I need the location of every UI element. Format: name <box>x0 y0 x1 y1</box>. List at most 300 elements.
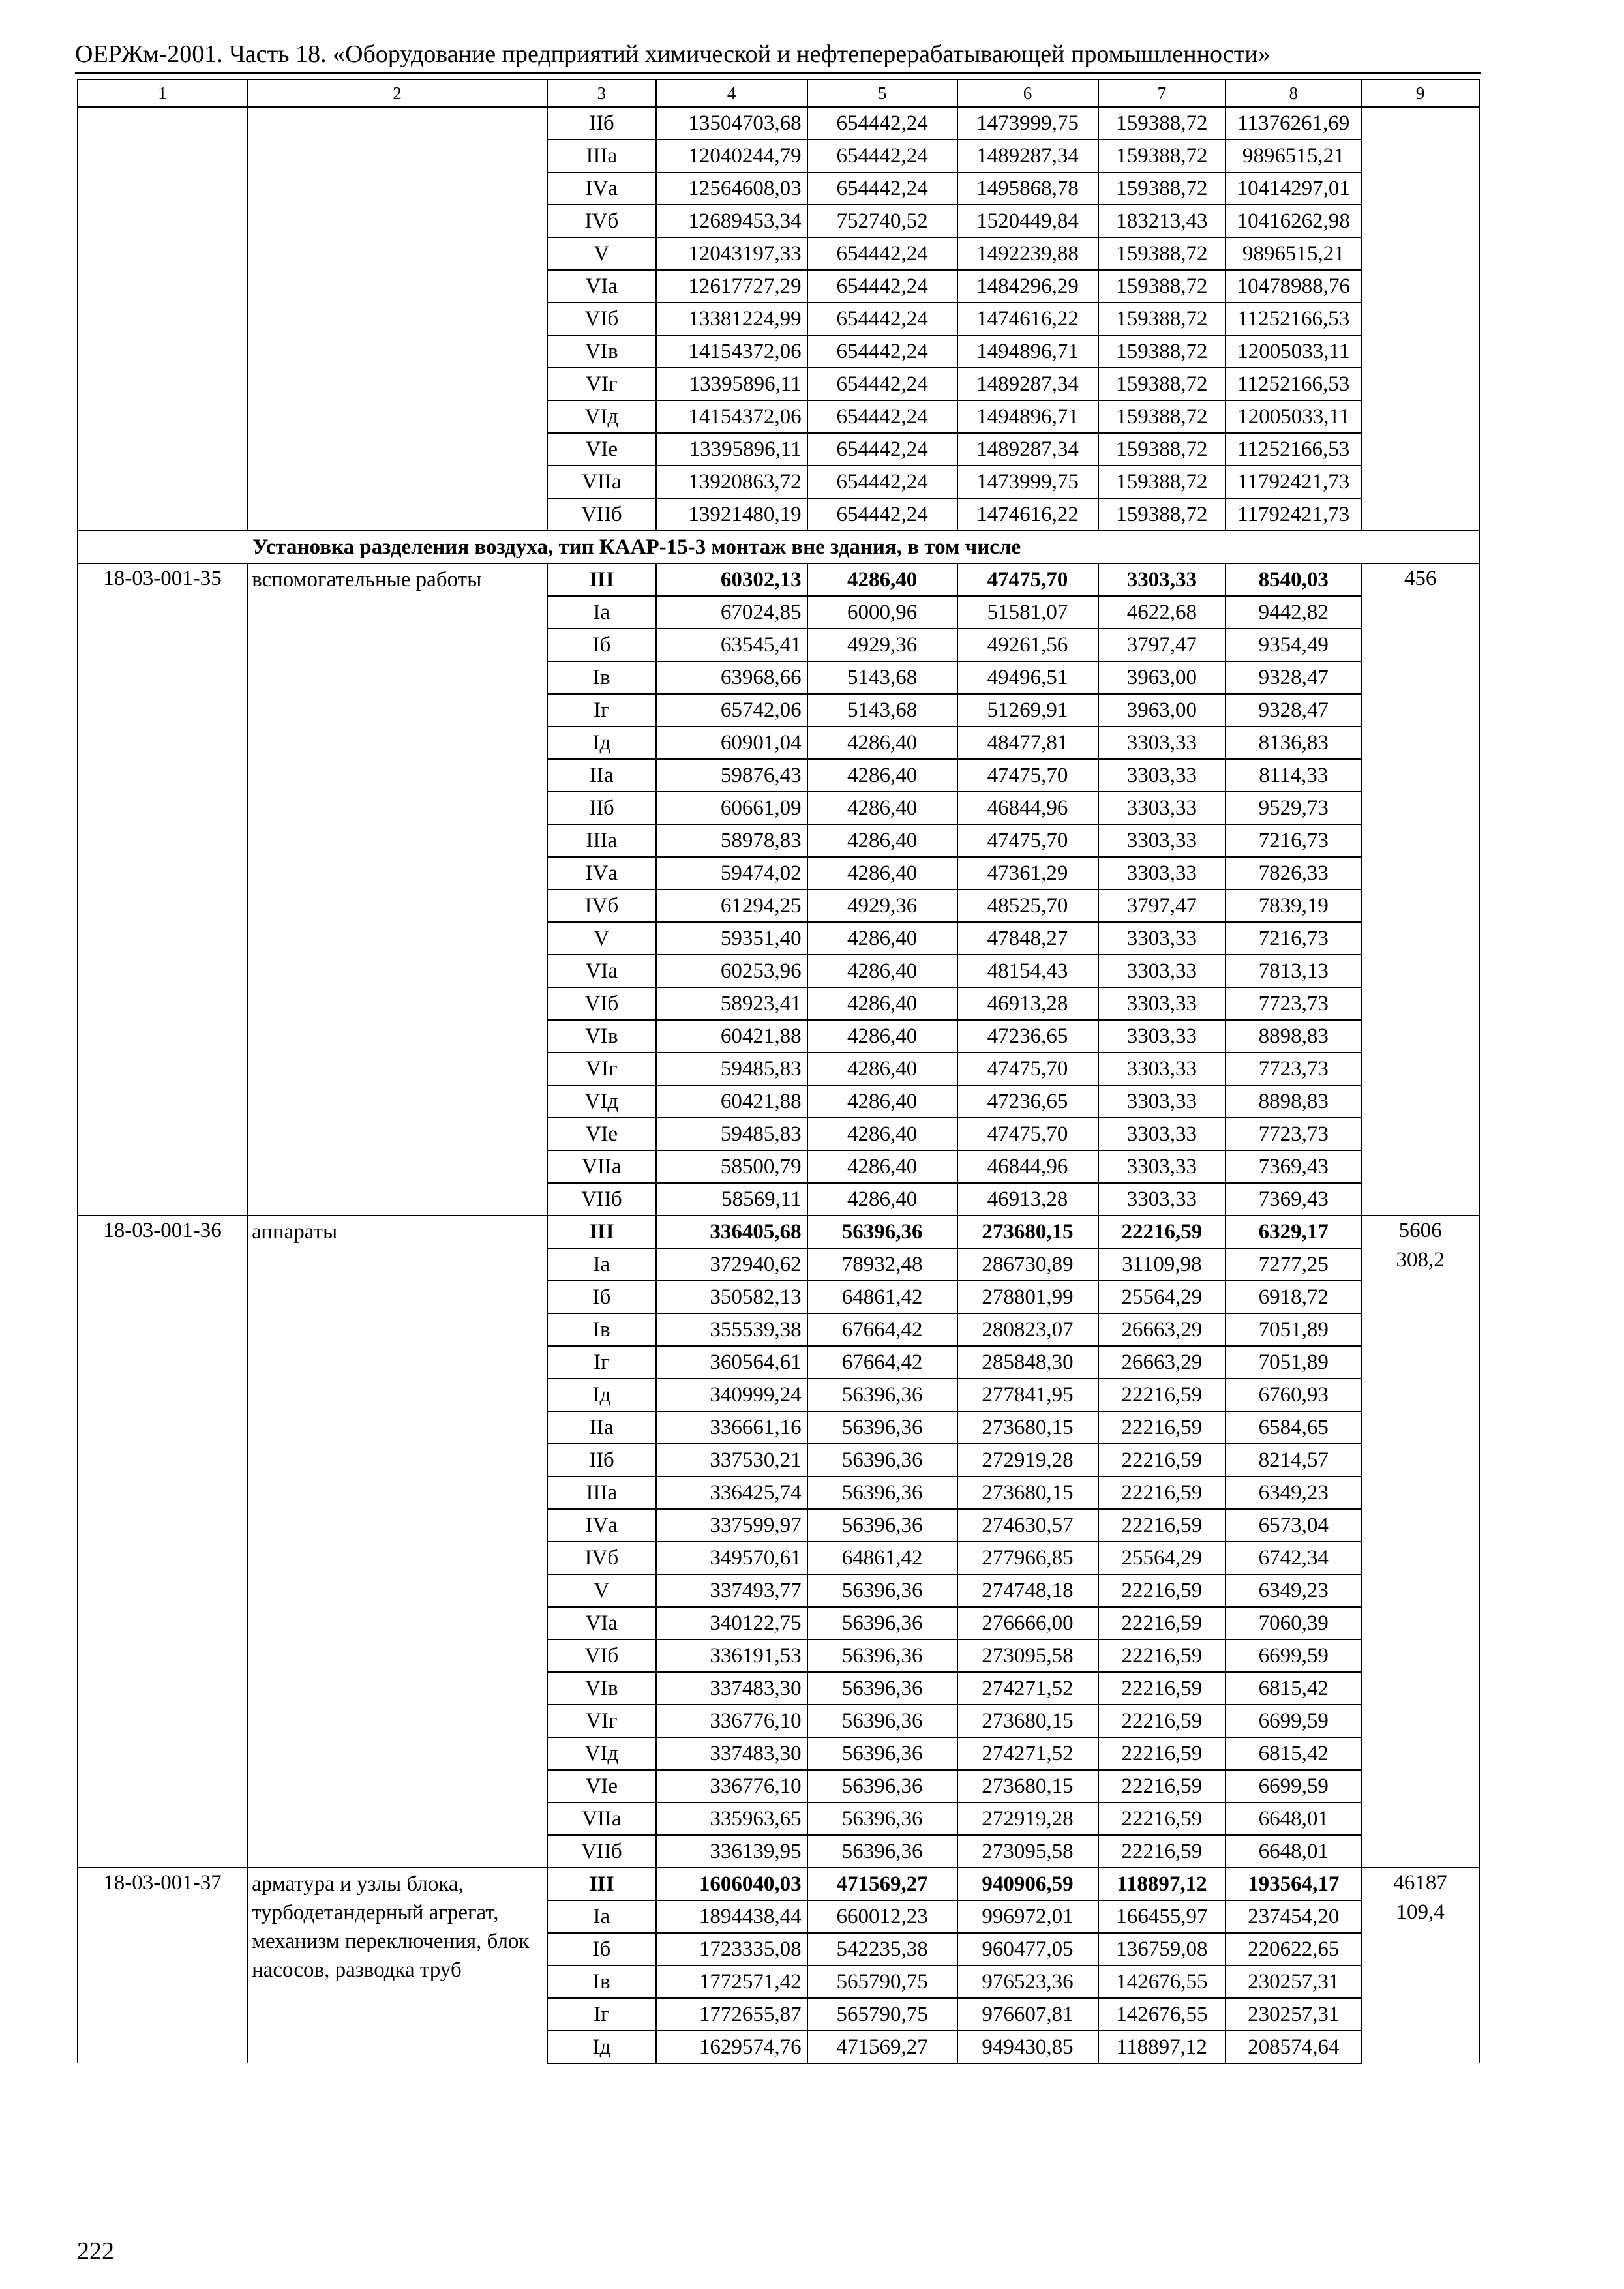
name-cell <box>247 107 547 531</box>
value-cell: 159388,72 <box>1098 107 1226 140</box>
zone-cell: VIIб <box>547 1835 656 1868</box>
value-cell: 208574,64 <box>1226 2031 1361 2063</box>
value-cell: 274630,57 <box>957 1509 1098 1542</box>
value-cell: 7369,43 <box>1226 1183 1361 1216</box>
value-cell: 58923,41 <box>656 987 807 1020</box>
value-cell: 4286,40 <box>807 1020 957 1053</box>
table-row <box>78 107 1479 140</box>
value-cell: 3963,00 <box>1098 694 1226 726</box>
value-cell: 274271,52 <box>957 1737 1098 1770</box>
value-cell: 118897,12 <box>1098 2031 1226 2063</box>
value-cell: 25564,29 <box>1098 1542 1226 1574</box>
position-name: арматура и узлы блока, турбодетандерный агрегат, механизм переключения, блок насосов, разводка труб <box>247 1868 547 2063</box>
value-cell: 14154372,06 <box>656 335 807 368</box>
zone-cell: IVб <box>547 205 656 237</box>
value-cell: 118897,12 <box>1098 1868 1226 1900</box>
value-cell: 26663,29 <box>1098 1313 1226 1346</box>
zone-cell: Iд <box>547 2031 656 2063</box>
value-cell: 10414297,01 <box>1226 172 1361 205</box>
value-cell: 7723,73 <box>1226 987 1361 1020</box>
value-cell: 64861,42 <box>807 1281 957 1313</box>
value-cell: 56396,36 <box>807 1705 957 1737</box>
col9-cell <box>1361 1868 1479 2063</box>
value-cell: 9354,49 <box>1226 629 1361 661</box>
value-cell: 1894438,44 <box>656 1900 807 1933</box>
value-cell: 349570,61 <box>656 1542 807 1574</box>
value-cell: 47236,65 <box>957 1020 1098 1053</box>
value-cell: 6760,93 <box>1226 1379 1361 1411</box>
value-cell: 46844,96 <box>957 1150 1098 1183</box>
value-cell: 6000,96 <box>807 596 957 629</box>
value-cell: 12005033,11 <box>1226 335 1361 368</box>
zone-cell: Iг <box>547 694 656 726</box>
value-cell: 654442,24 <box>807 270 957 303</box>
table-body <box>78 80 1479 2063</box>
value-cell: 230257,31 <box>1226 1998 1361 2031</box>
value-cell: 3303,33 <box>1098 824 1226 857</box>
value-cell: 56396,36 <box>807 1411 957 1444</box>
value-cell: 6699,59 <box>1226 1770 1361 1803</box>
value-cell: 63545,41 <box>656 629 807 661</box>
value-cell: 1723335,08 <box>656 1933 807 1966</box>
value-cell: 11376261,69 <box>1226 107 1361 140</box>
value-cell: 1629574,76 <box>656 2031 807 2063</box>
value-cell: 4286,40 <box>807 759 957 792</box>
value-cell: 159388,72 <box>1098 466 1226 498</box>
value-cell: 65742,06 <box>656 694 807 726</box>
value-cell: 159388,72 <box>1098 270 1226 303</box>
value-cell: 9896515,21 <box>1226 140 1361 172</box>
value-cell: 22216,59 <box>1098 1411 1226 1444</box>
value-cell: 49261,56 <box>957 629 1098 661</box>
value-cell: 654442,24 <box>807 498 957 531</box>
value-cell: 3303,33 <box>1098 759 1226 792</box>
value-cell: 7723,73 <box>1226 1053 1361 1085</box>
value-cell: 660012,23 <box>807 1900 957 1933</box>
value-cell: 10478988,76 <box>1226 270 1361 303</box>
value-cell: 654442,24 <box>807 433 957 466</box>
value-cell: 6699,59 <box>1226 1639 1361 1672</box>
value-cell: 654442,24 <box>807 368 957 400</box>
value-cell: 12040244,79 <box>656 140 807 172</box>
value-cell: 3303,33 <box>1098 563 1226 596</box>
value-cell: 9328,47 <box>1226 694 1361 726</box>
value-cell: 4286,40 <box>807 1085 957 1118</box>
value-cell: 47236,65 <box>957 1085 1098 1118</box>
zone-cell: IVа <box>547 172 656 205</box>
value-cell: 48154,43 <box>957 955 1098 987</box>
zone-cell: VIб <box>547 987 656 1020</box>
zone-cell: VIв <box>547 335 656 368</box>
value-cell: 3797,47 <box>1098 890 1226 922</box>
value-cell: 4286,40 <box>807 857 957 890</box>
value-cell: 47475,70 <box>957 824 1098 857</box>
value-cell: 56396,36 <box>807 1835 957 1868</box>
zone-cell: VIг <box>547 1053 656 1085</box>
value-cell: 7060,39 <box>1226 1607 1361 1639</box>
value-cell: 56396,36 <box>807 1803 957 1835</box>
value-cell: 60253,96 <box>656 955 807 987</box>
value-cell: 48477,81 <box>957 726 1098 759</box>
value-cell: 1489287,34 <box>957 140 1098 172</box>
col9-cell <box>1361 1216 1479 1868</box>
value-cell: 67024,85 <box>656 596 807 629</box>
value-cell: 273680,15 <box>957 1705 1098 1737</box>
value-cell: 3303,33 <box>1098 922 1226 955</box>
value-cell: 6349,23 <box>1226 1476 1361 1509</box>
value-cell: 273095,58 <box>957 1639 1098 1672</box>
value-cell: 1495868,78 <box>957 172 1098 205</box>
zone-cell: IIIа <box>547 140 656 172</box>
value-cell: 8114,33 <box>1226 759 1361 792</box>
zone-cell: Iд <box>547 1379 656 1411</box>
value-cell: 159388,72 <box>1098 368 1226 400</box>
value-cell: 1474616,22 <box>957 498 1098 531</box>
value-cell: 13381224,99 <box>656 303 807 335</box>
value-cell: 22216,59 <box>1098 1737 1226 1770</box>
column-number-7: 7 <box>1098 80 1226 107</box>
value-cell: 22216,59 <box>1098 1476 1226 1509</box>
zone-cell: VIг <box>547 368 656 400</box>
value-cell: 60421,88 <box>656 1020 807 1053</box>
value-cell: 48525,70 <box>957 890 1098 922</box>
col9-value: 5606 <box>1398 1219 1442 1242</box>
value-cell: 940906,59 <box>957 1868 1098 1900</box>
value-cell: 654442,24 <box>807 303 957 335</box>
value-cell: 976607,81 <box>957 1998 1098 2031</box>
zone-cell: IVа <box>547 857 656 890</box>
zone-cell: IIа <box>547 759 656 792</box>
value-cell: 13395896,11 <box>656 368 807 400</box>
value-cell: 1606040,03 <box>656 1868 807 1900</box>
zone-cell: IIб <box>547 1444 656 1476</box>
value-cell: 1473999,75 <box>957 466 1098 498</box>
value-cell: 1772571,42 <box>656 1966 807 1998</box>
zone-cell: IVб <box>547 1542 656 1574</box>
value-cell: 1520449,84 <box>957 205 1098 237</box>
zone-cell: VIд <box>547 1737 656 1770</box>
value-cell: 337493,77 <box>656 1574 807 1607</box>
value-cell: 11792421,73 <box>1226 498 1361 531</box>
value-cell: 60901,04 <box>656 726 807 759</box>
value-cell: 4286,40 <box>807 1150 957 1183</box>
section-heading-row <box>78 531 1479 563</box>
zone-cell: VIIа <box>547 1803 656 1835</box>
zone-cell: VIв <box>547 1020 656 1053</box>
zone-cell: VIд <box>547 1085 656 1118</box>
value-cell: 1494896,71 <box>957 335 1098 368</box>
zone-cell: VIIа <box>547 466 656 498</box>
value-cell: 1484296,29 <box>957 270 1098 303</box>
value-cell: 61294,25 <box>656 890 807 922</box>
value-cell: 13920863,72 <box>656 466 807 498</box>
value-cell: 6584,65 <box>1226 1411 1361 1444</box>
value-cell: 654442,24 <box>807 140 957 172</box>
zone-cell: III <box>547 563 656 596</box>
value-cell: 22216,59 <box>1098 1672 1226 1705</box>
value-cell: 59474,02 <box>656 857 807 890</box>
value-cell: 6918,72 <box>1226 1281 1361 1313</box>
value-cell: 11252166,53 <box>1226 433 1361 466</box>
value-cell: 22216,59 <box>1098 1770 1226 1803</box>
value-cell: 7051,89 <box>1226 1346 1361 1379</box>
zone-cell: VIа <box>547 955 656 987</box>
value-cell: 6815,42 <box>1226 1672 1361 1705</box>
page-number: 222 <box>77 2237 114 2265</box>
value-cell: 355539,38 <box>656 1313 807 1346</box>
value-cell: 273680,15 <box>957 1770 1098 1803</box>
value-cell: 3963,00 <box>1098 661 1226 694</box>
value-cell: 4286,40 <box>807 1053 957 1085</box>
value-cell: 47475,70 <box>957 1118 1098 1150</box>
zone-cell: VIг <box>547 1705 656 1737</box>
value-cell: 274271,52 <box>957 1672 1098 1705</box>
value-cell: 47848,27 <box>957 922 1098 955</box>
column-number-3: 3 <box>547 80 656 107</box>
value-cell: 6742,34 <box>1226 1542 1361 1574</box>
value-cell: 159388,72 <box>1098 140 1226 172</box>
value-cell: 58978,83 <box>656 824 807 857</box>
value-cell: 272919,28 <box>957 1803 1098 1835</box>
zone-cell: VIд <box>547 400 656 433</box>
value-cell: 654442,24 <box>807 237 957 270</box>
zone-cell: V <box>547 1574 656 1607</box>
value-cell: 4286,40 <box>807 987 957 1020</box>
value-cell: 7216,73 <box>1226 922 1361 955</box>
value-cell: 4286,40 <box>807 922 957 955</box>
value-cell: 51269,91 <box>957 694 1098 726</box>
value-cell: 47361,29 <box>957 857 1098 890</box>
value-cell: 3797,47 <box>1098 629 1226 661</box>
value-cell: 4286,40 <box>807 563 957 596</box>
zone-cell: Iв <box>547 1313 656 1346</box>
col9-value: 308,2 <box>1396 1248 1445 1272</box>
value-cell: 949430,85 <box>957 2031 1098 2063</box>
value-cell: 60302,13 <box>656 563 807 596</box>
value-cell: 22216,59 <box>1098 1607 1226 1639</box>
position-code: 18-03-001-36 <box>78 1216 247 1868</box>
value-cell: 3303,33 <box>1098 792 1226 824</box>
value-cell: 183213,43 <box>1098 205 1226 237</box>
zone-cell: VIб <box>547 303 656 335</box>
value-cell: 3303,33 <box>1098 1053 1226 1085</box>
value-cell: 51581,07 <box>957 596 1098 629</box>
value-cell: 3303,33 <box>1098 955 1226 987</box>
value-cell: 8136,83 <box>1226 726 1361 759</box>
value-cell: 22216,59 <box>1098 1835 1226 1868</box>
zone-cell: Iа <box>547 596 656 629</box>
zone-cell: VIа <box>547 270 656 303</box>
column-number-8: 8 <box>1226 80 1361 107</box>
value-cell: 142676,55 <box>1098 1966 1226 1998</box>
value-cell: 56396,36 <box>807 1672 957 1705</box>
value-cell: 56396,36 <box>807 1476 957 1509</box>
value-cell: 5143,68 <box>807 694 957 726</box>
value-cell: 4286,40 <box>807 726 957 759</box>
zone-cell: IVб <box>547 890 656 922</box>
value-cell: 22216,59 <box>1098 1509 1226 1542</box>
col9-cell <box>1361 107 1479 531</box>
value-cell: 12564608,03 <box>656 172 807 205</box>
value-cell: 3303,33 <box>1098 857 1226 890</box>
value-cell: 56396,36 <box>807 1639 957 1672</box>
price-table <box>77 79 1480 2064</box>
value-cell: 3303,33 <box>1098 987 1226 1020</box>
column-number-9: 9 <box>1361 80 1479 107</box>
value-cell: 46913,28 <box>957 987 1098 1020</box>
value-cell: 166455,97 <box>1098 1900 1226 1933</box>
value-cell: 277966,85 <box>957 1542 1098 1574</box>
value-cell: 7839,19 <box>1226 890 1361 922</box>
value-cell: 12005033,11 <box>1226 400 1361 433</box>
value-cell: 63968,66 <box>656 661 807 694</box>
zone-cell: Iв <box>547 661 656 694</box>
value-cell: 13921480,19 <box>656 498 807 531</box>
table-row <box>78 1868 1479 1900</box>
value-cell: 360564,61 <box>656 1346 807 1379</box>
value-cell: 159388,72 <box>1098 335 1226 368</box>
value-cell: 12043197,33 <box>656 237 807 270</box>
value-cell: 9529,73 <box>1226 792 1361 824</box>
value-cell: 3303,33 <box>1098 1020 1226 1053</box>
value-cell: 56396,36 <box>807 1770 957 1803</box>
section-heading: Установка разделения воздуха, тип КААР-15-3 монтаж вне здания, в том числе <box>247 531 1479 563</box>
value-cell: 4286,40 <box>807 1118 957 1150</box>
value-cell: 3303,33 <box>1098 1118 1226 1150</box>
value-cell: 1772655,87 <box>656 1998 807 2031</box>
value-cell: 26663,29 <box>1098 1346 1226 1379</box>
value-cell: 3303,33 <box>1098 1085 1226 1118</box>
zone-cell: Iг <box>547 1998 656 2031</box>
zone-cell: VIIб <box>547 498 656 531</box>
value-cell: 47475,70 <box>957 563 1098 596</box>
col9-value: 456 <box>1404 567 1437 590</box>
value-cell: 9896515,21 <box>1226 237 1361 270</box>
zone-cell: VIе <box>547 1118 656 1150</box>
value-cell: 471569,27 <box>807 1868 957 1900</box>
value-cell: 336776,10 <box>656 1705 807 1737</box>
value-cell: 13395896,11 <box>656 433 807 466</box>
value-cell: 59351,40 <box>656 922 807 955</box>
value-cell: 159388,72 <box>1098 400 1226 433</box>
value-cell: 1492239,88 <box>957 237 1098 270</box>
value-cell: 336776,10 <box>656 1770 807 1803</box>
value-cell: 335963,65 <box>656 1803 807 1835</box>
zone-cell: Iб <box>547 1933 656 1966</box>
value-cell: 4929,36 <box>807 890 957 922</box>
value-cell: 1494896,71 <box>957 400 1098 433</box>
value-cell: 280823,07 <box>957 1313 1098 1346</box>
value-cell: 8214,57 <box>1226 1444 1361 1476</box>
value-cell: 654442,24 <box>807 107 957 140</box>
zone-cell: VIб <box>547 1639 656 1672</box>
value-cell: 59485,83 <box>656 1053 807 1085</box>
value-cell: 22216,59 <box>1098 1705 1226 1737</box>
position-name: вспомогательные работы <box>247 563 547 1216</box>
value-cell: 56396,36 <box>807 1444 957 1476</box>
value-cell: 47475,70 <box>957 759 1098 792</box>
zone-cell: VIе <box>547 1770 656 1803</box>
value-cell: 22216,59 <box>1098 1574 1226 1607</box>
value-cell: 5143,68 <box>807 661 957 694</box>
header-rule <box>75 72 1481 74</box>
value-cell: 471569,27 <box>807 2031 957 2063</box>
value-cell: 47475,70 <box>957 1053 1098 1085</box>
value-cell: 4286,40 <box>807 1183 957 1216</box>
zone-cell: Iа <box>547 1900 656 1933</box>
zone-cell: VIIа <box>547 1150 656 1183</box>
value-cell: 1489287,34 <box>957 433 1098 466</box>
value-cell: 6815,42 <box>1226 1737 1361 1770</box>
value-cell: 8898,83 <box>1226 1085 1361 1118</box>
value-cell: 60421,88 <box>656 1085 807 1118</box>
code-cell <box>78 107 247 531</box>
value-cell: 350582,13 <box>656 1281 807 1313</box>
table-row <box>78 563 1479 596</box>
value-cell: 9328,47 <box>1226 661 1361 694</box>
value-cell: 142676,55 <box>1098 1998 1226 2031</box>
value-cell: 273095,58 <box>957 1835 1098 1868</box>
value-cell: 7216,73 <box>1226 824 1361 857</box>
value-cell: 542235,38 <box>807 1933 957 1966</box>
value-cell: 273680,15 <box>957 1411 1098 1444</box>
zone-cell: IIIа <box>547 1476 656 1509</box>
value-cell: 7826,33 <box>1226 857 1361 890</box>
value-cell: 78932,48 <box>807 1248 957 1281</box>
value-cell: 56396,36 <box>807 1737 957 1770</box>
value-cell: 6699,59 <box>1226 1705 1361 1737</box>
value-cell: 4929,36 <box>807 629 957 661</box>
value-cell: 22216,59 <box>1098 1216 1226 1248</box>
value-cell: 654442,24 <box>807 335 957 368</box>
value-cell: 193564,17 <box>1226 1868 1361 1900</box>
zone-cell: V <box>547 922 656 955</box>
value-cell: 31109,98 <box>1098 1248 1226 1281</box>
value-cell: 159388,72 <box>1098 498 1226 531</box>
value-cell: 3303,33 <box>1098 1183 1226 1216</box>
value-cell: 273680,15 <box>957 1216 1098 1248</box>
value-cell: 654442,24 <box>807 400 957 433</box>
section-heading-spacer <box>78 531 247 563</box>
zone-cell: Iб <box>547 1281 656 1313</box>
value-cell: 159388,72 <box>1098 172 1226 205</box>
value-cell: 230257,31 <box>1226 1966 1361 1998</box>
value-cell: 3303,33 <box>1098 726 1226 759</box>
value-cell: 22216,59 <box>1098 1639 1226 1672</box>
value-cell: 278801,99 <box>957 1281 1098 1313</box>
value-cell: 7277,25 <box>1226 1248 1361 1281</box>
value-cell: 272919,28 <box>957 1444 1098 1476</box>
value-cell: 336191,53 <box>656 1639 807 1672</box>
zone-cell: IIIа <box>547 824 656 857</box>
page-header: ОЕРЖм-2001. Часть 18. «Оборудование предприятий химической и нефтеперерабатывающей промышленности» <box>75 40 1271 68</box>
zone-cell: V <box>547 237 656 270</box>
value-cell: 49496,51 <box>957 661 1098 694</box>
value-cell: 46844,96 <box>957 792 1098 824</box>
value-cell: 654442,24 <box>807 466 957 498</box>
zone-cell: IVа <box>547 1509 656 1542</box>
value-cell: 4622,68 <box>1098 596 1226 629</box>
value-cell: 67664,42 <box>807 1313 957 1346</box>
value-cell: 277841,95 <box>957 1379 1098 1411</box>
value-cell: 336139,95 <box>656 1835 807 1868</box>
value-cell: 565790,75 <box>807 1998 957 2031</box>
value-cell: 276666,00 <box>957 1607 1098 1639</box>
value-cell: 285848,30 <box>957 1346 1098 1379</box>
value-cell: 56396,36 <box>807 1607 957 1639</box>
value-cell: 46913,28 <box>957 1183 1098 1216</box>
value-cell: 11792421,73 <box>1226 466 1361 498</box>
